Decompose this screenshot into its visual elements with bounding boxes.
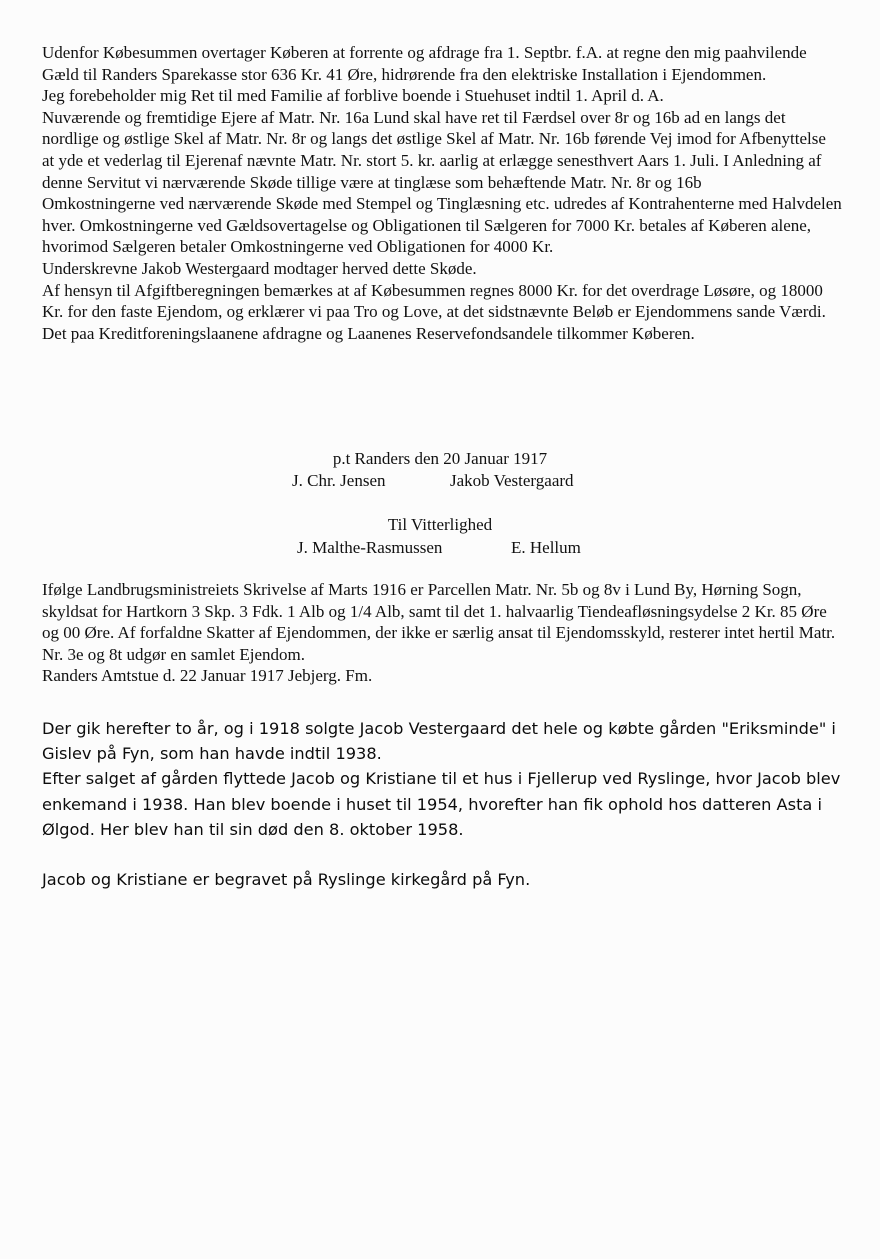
seller-name: J. Chr. Jensen: [292, 471, 386, 490]
buyer-name: Jakob Vestergaard: [450, 471, 574, 490]
deed-paragraph: Af hensyn til Afgiftberegningen bemærkes at af Købesummen regnes 8000 Kr. for det overdrage Løsøre, og 18000 Kr. for den faste Ejendom, og erklærer vi paa Tro og Love, at det sidstnævnte Beløb er Ejendommens sande Værdi.: [42, 280, 826, 322]
notice-text: Ifølge Landbrugsministreiets Skrivelse af Marts 1916 er Parcellen Matr. Nr. 5b og 8v i Lund By, Hørning Sogn, skyldsat for Hartkorn 3 Skp. 3 Fdk. 1 Alb og 1/4 Alb, samt til det 1. halvaarlig Tiendeafløsningsydelse 2 Kr. 85 Øre og 00 Øre. Af forfaldne Skatter af Ejendommen, der ikke er særlig ansat til Ejendomsskyld, resterer intet hertil Matr. Nr. 3e og 8t udgør en samlet Ejendom.: [42, 580, 836, 664]
deed-paragraph: Underskrevne Jakob Westergaard modtager herved dette Skøde.: [42, 258, 477, 278]
deed-paragraph: Jeg forebeholder mig Ret til med Familie af forblive boende i Stuehuset indtil 1. April d. A.: [42, 86, 664, 106]
family-narrative: [42, 716, 842, 892]
notice-office: Randers Amtstue d. 22 Januar 1917 Jebjerg. Fm.: [42, 666, 373, 686]
deed-text-block: [42, 42, 842, 344]
witness-1-name: J. Malthe-Rasmussen: [297, 538, 443, 557]
narrative-paragraph: Efter salget af gården flyttede Jacob og Kristiane til et hus i Fjellerup ved Ryslinge, hvor Jacob blev enkemand i 1938. Han blev boende i huset til 1954, hvorefter han fik ophold hos datteren Asta i Ølgod. Her blev han til sin død den 8. oktober 1958.: [42, 769, 841, 839]
deed-paragraph: Det paa Kreditforeningslaanene afdragne og Laanenes Reservefondsandele tilkommer Køberen.: [42, 323, 695, 343]
narrative-paragraph: Jacob og Kristiane er begravet på Ryslinge kirkegård på Fyn.: [42, 870, 531, 890]
narrative-paragraph: Der gik herefter to år, og i 1918 solgte Jacob Vestergaard det hele og købte gården "Eriksminde" i Gislev på Fyn, som han havde indtil 1938.: [42, 719, 836, 764]
deed-paragraph: Udenfor Købesummen overtager Køberen at forrente og afdrage fra 1. Septbr. f.A. at regne den mig paahvilende Gæld til Randers Sparekasse stor 636 Kr. 41 Øre, hidrørende fra den elektriske Installation i Ejendommen.: [42, 43, 807, 84]
witness-2-name: E. Hellum: [511, 538, 581, 557]
place-date: p.t Randers den 20 Januar 1917: [332, 449, 548, 468]
witness-heading: Til Vitterlighed: [387, 515, 493, 534]
registry-notice: [42, 579, 842, 687]
deed-paragraph: Omkostningerne ved nærværende Skøde med Stempel og Tinglæsning etc. udredes af Kontrahenterne med Halvdelen hver. Omkostningerne ved Gældsovertagelse og Obligationen til Sælgeren for 7000 Kr. betales af Køberen alene, hvorimod Sælgeren betaler Omkostningerne ved Obligationen for 4000 Kr.: [42, 194, 842, 257]
paragraph-spacer: [42, 842, 842, 867]
deed-paragraph: Nuværende og fremtidige Ejere af Matr. Nr. 16a Lund skal have ret til Færdsel over 8r og 16b ad en langs det nordlige og østlige Skel af Matr. Nr. 8r og langs det østlige Skel af Matr. Nr. 16b førende Vej imod for Afbenyttelse at yde et vederlag til Ejerenaf nævnte Matr. Nr. stort 5. kr. aarlig at erlægge senesthvert Aars 1. Juli. I Anledning af denne Servitut vi nærværende Skøde tillige være at tinglæse som behæftende Matr. Nr. 8r og 16b: [42, 107, 826, 192]
